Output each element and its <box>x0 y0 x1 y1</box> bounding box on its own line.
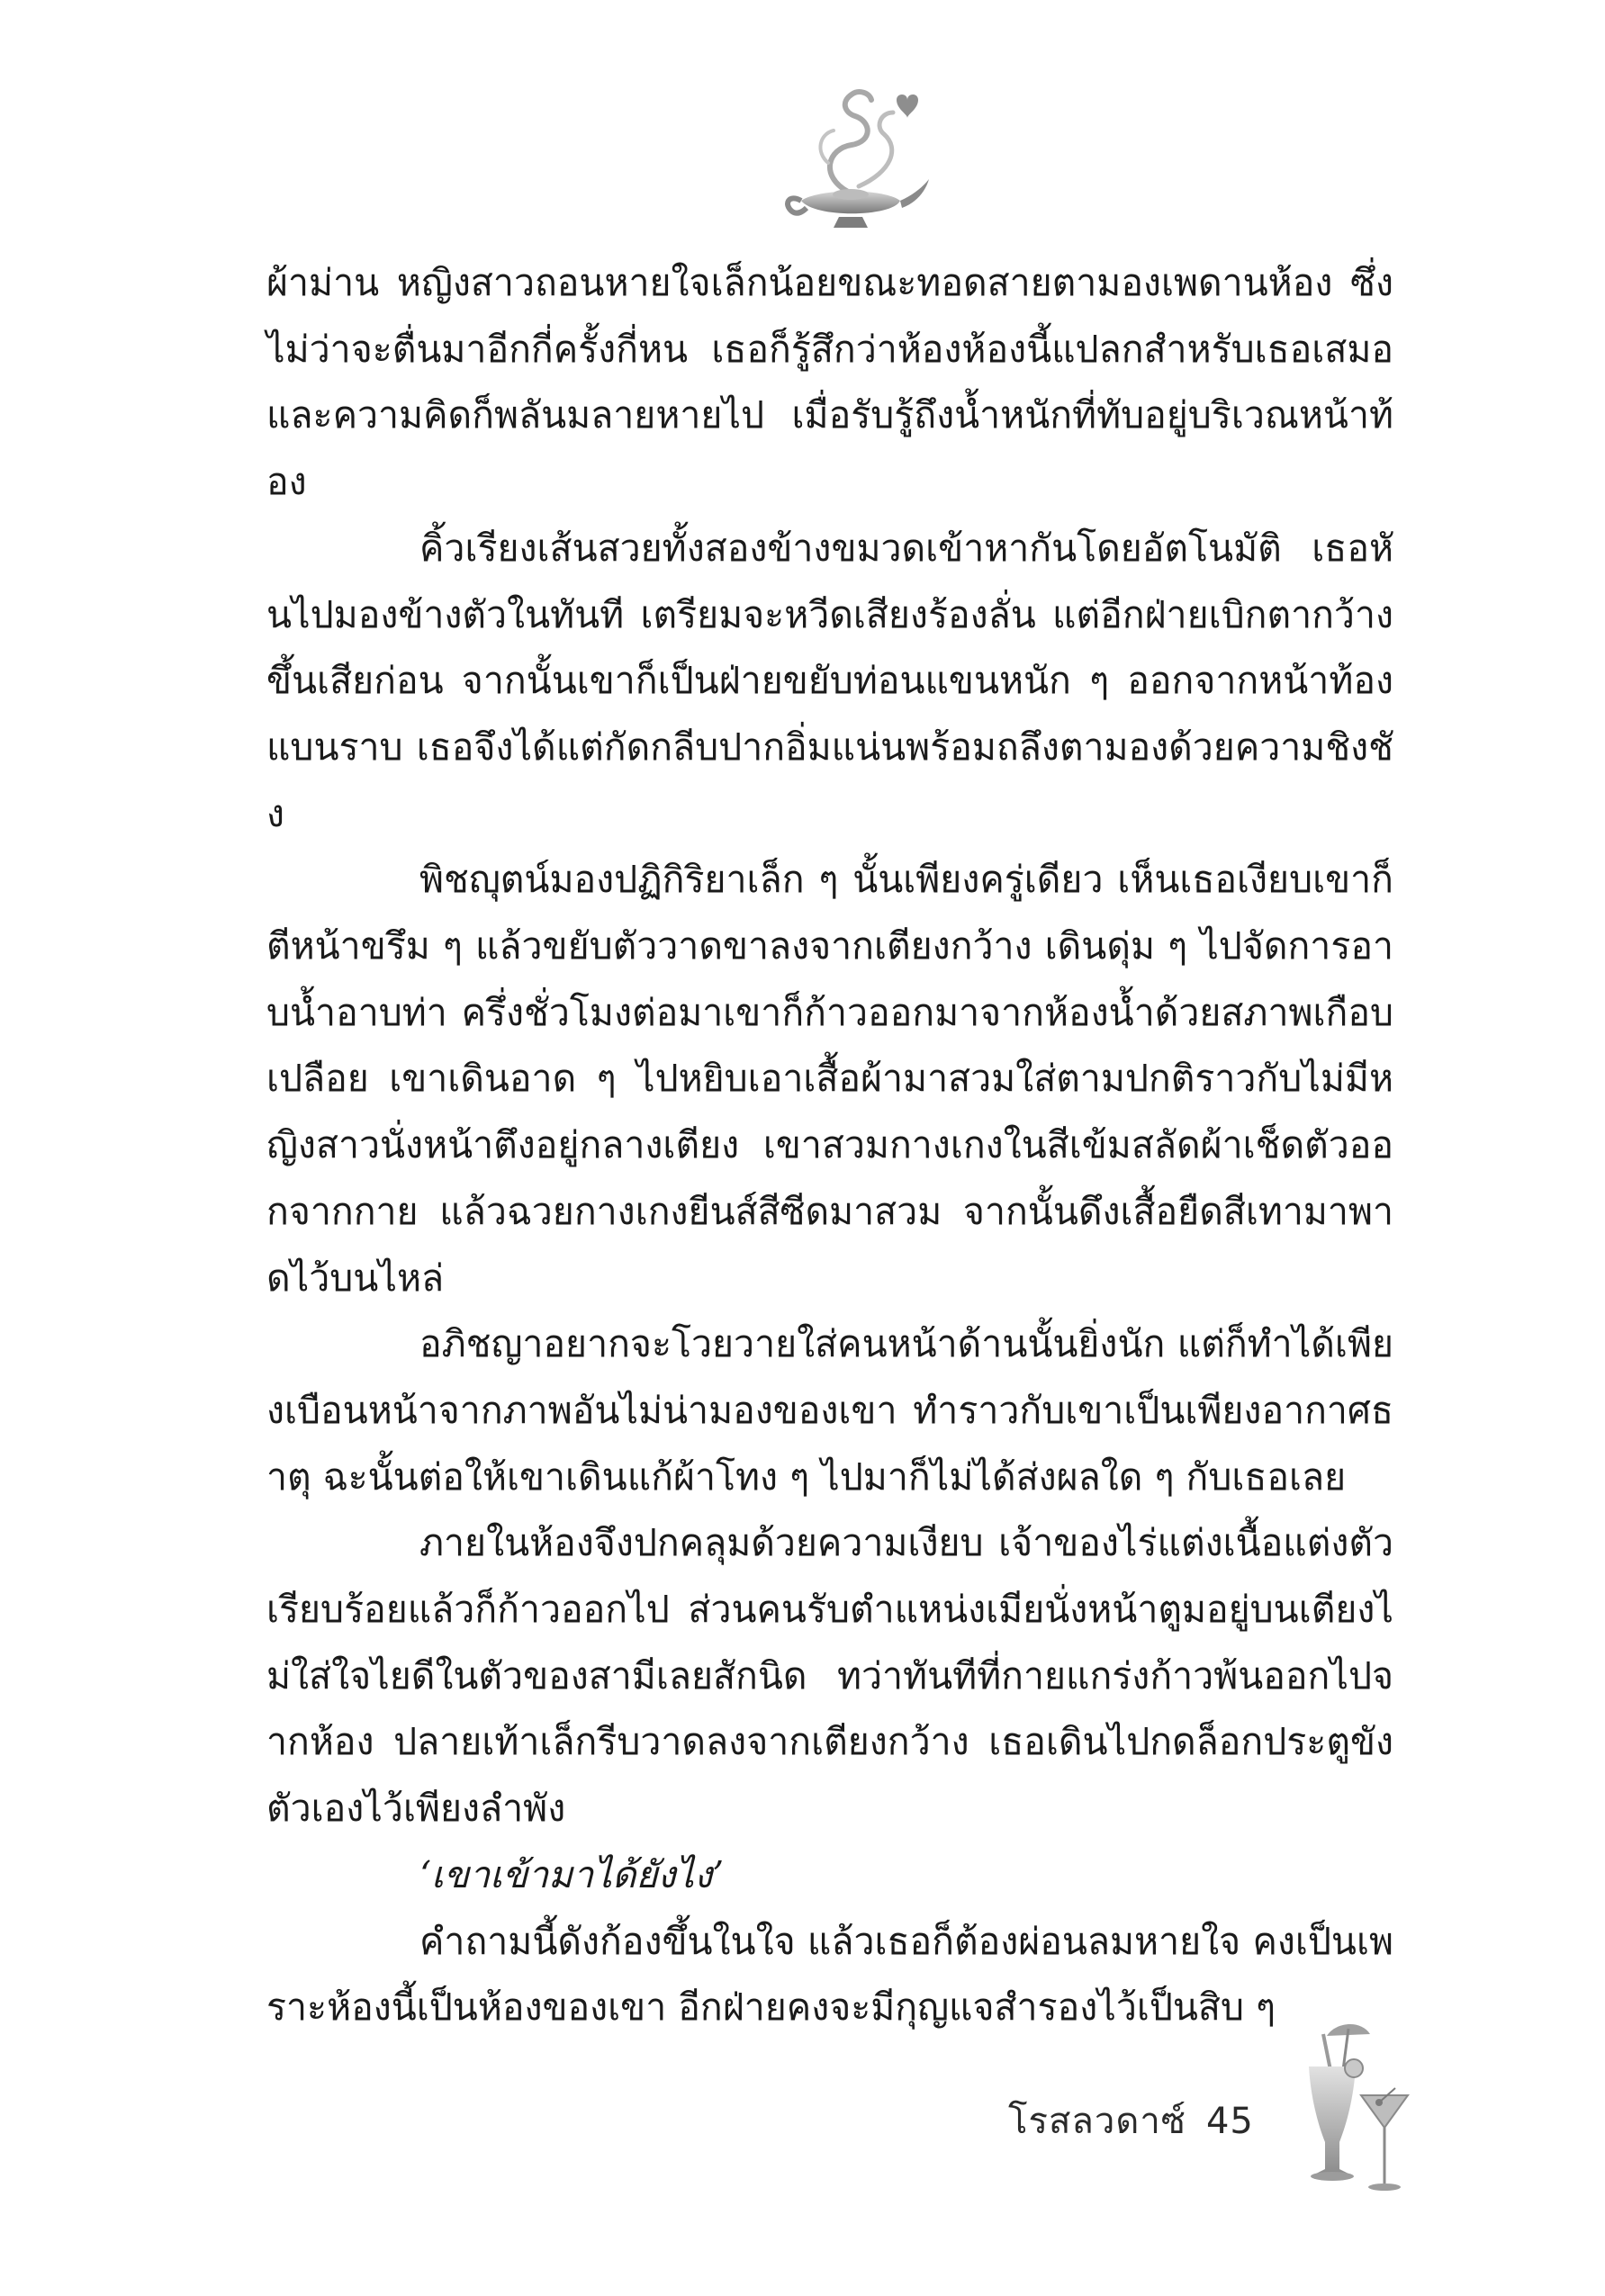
genie-lamp-icon <box>765 86 936 239</box>
paragraph: อภิชญาอยากจะโวยวายใส่คนหน้าด้านนั้นยิ่งนัก แต่ก็ทำได้เพียงเบือนหน้าจากภาพอันไม่น่ามองของเขา ทำราวกับเขาเป็นเพียงอากาศธาตุ ฉะนั้นต่อให้เขาเดินแก้ผ้าโทง ๆ ไปมาก็ไม่ได้ส่งผลใด ๆ กับเธอเลย <box>266 1322 1393 1499</box>
page-body-text <box>266 250 1393 2041</box>
inner-thought: ‘เขาเข้ามาได้ยังไง’ <box>419 1852 725 1896</box>
paragraph: พิชญุตน์มองปฏิกิริยาเล็ก ๆ นั้นเพียงครู่เดียว เห็นเธอเงียบเขาก็ตีหน้าขรึม ๆ แล้วขยับตัววาดขาลงจากเตียงกว้าง เดินดุ่ม ๆ ไปจัดการอาบน้ำอาบท่า ครึ่งชั่วโมงต่อมาเขาก็ก้าวออกมาจากห้องน้ำด้วยสภาพเกือบเปลือย เขาเดินอาด ๆ ไปหยิบเอาเสื้อผ้ามาสวมใส่ตามปกติราวกับไม่มีหญิงสาวนั่งหน้าตึงอยู่กลางเตียง เขาสวมกางเกงในสีเข้มสลัดผ้าเช็ดตัวออกจากกาย แล้วฉวยกางเกงยีนส์สีซีดมาสวม จากนั้นดึงเสื้อยืดสีเทามาพาดไว้บนไหล่ <box>266 858 1393 1300</box>
page-number: 45 <box>1205 2101 1254 2142</box>
paragraph-continuation: ผ้าม่าน หญิงสาวถอนหายใจเล็กน้อยขณะทอดสายตามองเพดานห้อง ซึ่งไม่ว่าจะตื่นมาอีกกี่ครั้งกี่หน เธอก็รู้สึกว่าห้องห้องนี้แปลกสำหรับเธอเสมอ และความคิดก็พลันมลายหายไป เมื่อรับรู้ถึงน้ำหนักที่ทับอยู่บริเวณหน้าท้อง <box>266 261 1393 504</box>
paragraph: คำถามนี้ดังก้องขึ้นในใจ แล้วเธอก็ต้องผ่อนลมหายใจ คงเป็นเพราะห้องนี้เป็นห้องของเขา อีกฝ่ายคงจะมีกุญแจสำรองไว้เป็นสิบ ๆ <box>266 1919 1393 2030</box>
cocktail-glasses-icon <box>1296 2016 1413 2210</box>
paragraph: ภายในห้องจึงปกคลุมด้วยความเงียบ เจ้าของไร่แต่งเนื้อแต่งตัวเรียบร้อยแล้วก็ก้าวออกไป ส่วนคนรับตำแหน่งเมียนั่งหน้าตูมอยู่บนเตียงไม่ใส่ใจไยดีในตัวของสามีเลยสักนิด ทว่าทันทีที่กายแกร่งก้าวพ้นออกไปจากห้อง ปลายเท้าเล็กรีบวาดลงจากเตียงกว้าง เธอเดินไปกดล็อกประตูขังตัวเองไว้เพียงลำพัง <box>266 1521 1393 1831</box>
author-name: โรสลวดาซ์ <box>1008 2101 1186 2142</box>
paragraph: คิ้วเรียงเส้นสวยทั้งสองข้างขมวดเข้าหากันโดยอัตโนมัติ เธอหันไปมองข้างตัวในทันที เตรียมจะหวีดเสียงร้องลั่น แต่อีกฝ่ายเบิกตากว้างขึ้นเสียก่อน จากนั้นเขาก็เป็นฝ่ายขยับท่อนแขนหนัก ๆ ออกจากหน้าท้องแบนราบ เธอจึงได้แต่กัดกลีบปากอิ่มแน่นพร้อมถลึงตามองด้วยความชิงชัง <box>266 526 1393 835</box>
page-footer <box>1008 2092 1254 2149</box>
